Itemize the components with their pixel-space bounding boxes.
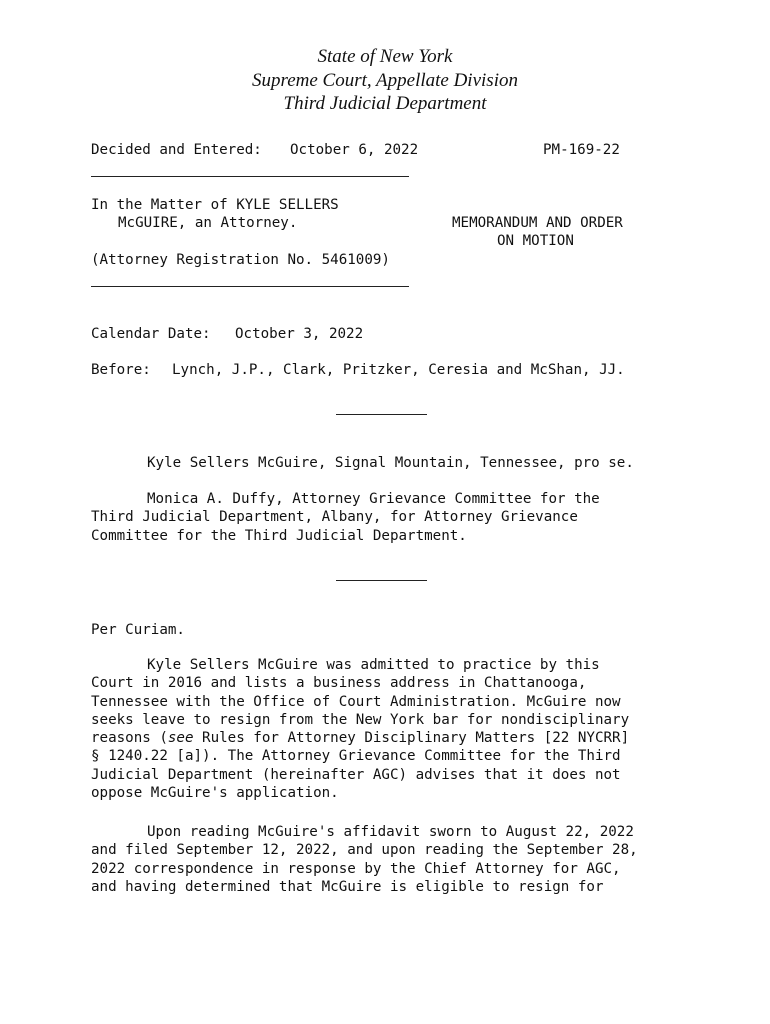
order-type-line-1: MEMORANDUM AND ORDER (452, 215, 623, 231)
header-department: Third Judicial Department (283, 93, 487, 114)
appearance-agc: Monica A. Duffy, Attorney Grievance Committee for the Third Judicial Department, Albany, for Attorney Grievance Committee for the Third Judicial Department. (91, 491, 600, 544)
caption-bottom-rule (91, 286, 409, 287)
registration-number: (Attorney Registration No. 5461009) (91, 252, 390, 268)
calendar-date: October 3, 2022 (235, 326, 364, 342)
section-divider-1 (336, 414, 427, 415)
decided-label: Decided and Entered: (91, 142, 262, 158)
matter-line-2: McGUIRE, an Attorney. (118, 215, 298, 231)
opinion-paragraph-1: Kyle Sellers McGuire was admitted to practice by this Court in 2016 and lists a business address in Chattanooga, Tennessee with the Office of Court Administration. McGuire now seeks leave to resign from the New York bar for nondisciplinary reasons (see Rules for Attorney Disciplinary Matters [22 NYCRR] § 1240.22 [a]). The Attorney Grievance Committee for the Third Judicial Department (hereinafter AGC) advises that it does not oppose McGuire's application. (91, 657, 630, 802)
opinion-paragraph-2: Upon reading McGuire's affidavit sworn to August 22, 2022 and filed September 12, 2022, and upon reading the September 28, 2022 correspondence in response by the Chief Attorney for AGC, and having determined that McGuire is eligible to resign for (91, 824, 638, 895)
docket-number: PM-169-22 (543, 142, 620, 158)
calendar-label: Calendar Date: (91, 326, 211, 342)
appearance-respondent: Kyle Sellers McGuire, Signal Mountain, Tennessee, pro se. (147, 455, 634, 471)
decided-date: October 6, 2022 (290, 142, 419, 158)
court-header (0, 45, 770, 116)
before-label: Before: (91, 362, 151, 378)
header-state: State of New York (317, 46, 453, 67)
order-type-line-2: ON MOTION (497, 233, 574, 249)
per-curiam-heading: Per Curiam. (91, 622, 185, 638)
matter-line-1: In the Matter of KYLE SELLERS (91, 197, 339, 213)
caption-top-rule (91, 176, 409, 177)
judges-list: Lynch, J.P., Clark, Pritzker, Ceresia and McShan, JJ. (172, 362, 625, 378)
section-divider-2 (336, 580, 427, 581)
header-court: Supreme Court, Appellate Division (252, 69, 518, 91)
